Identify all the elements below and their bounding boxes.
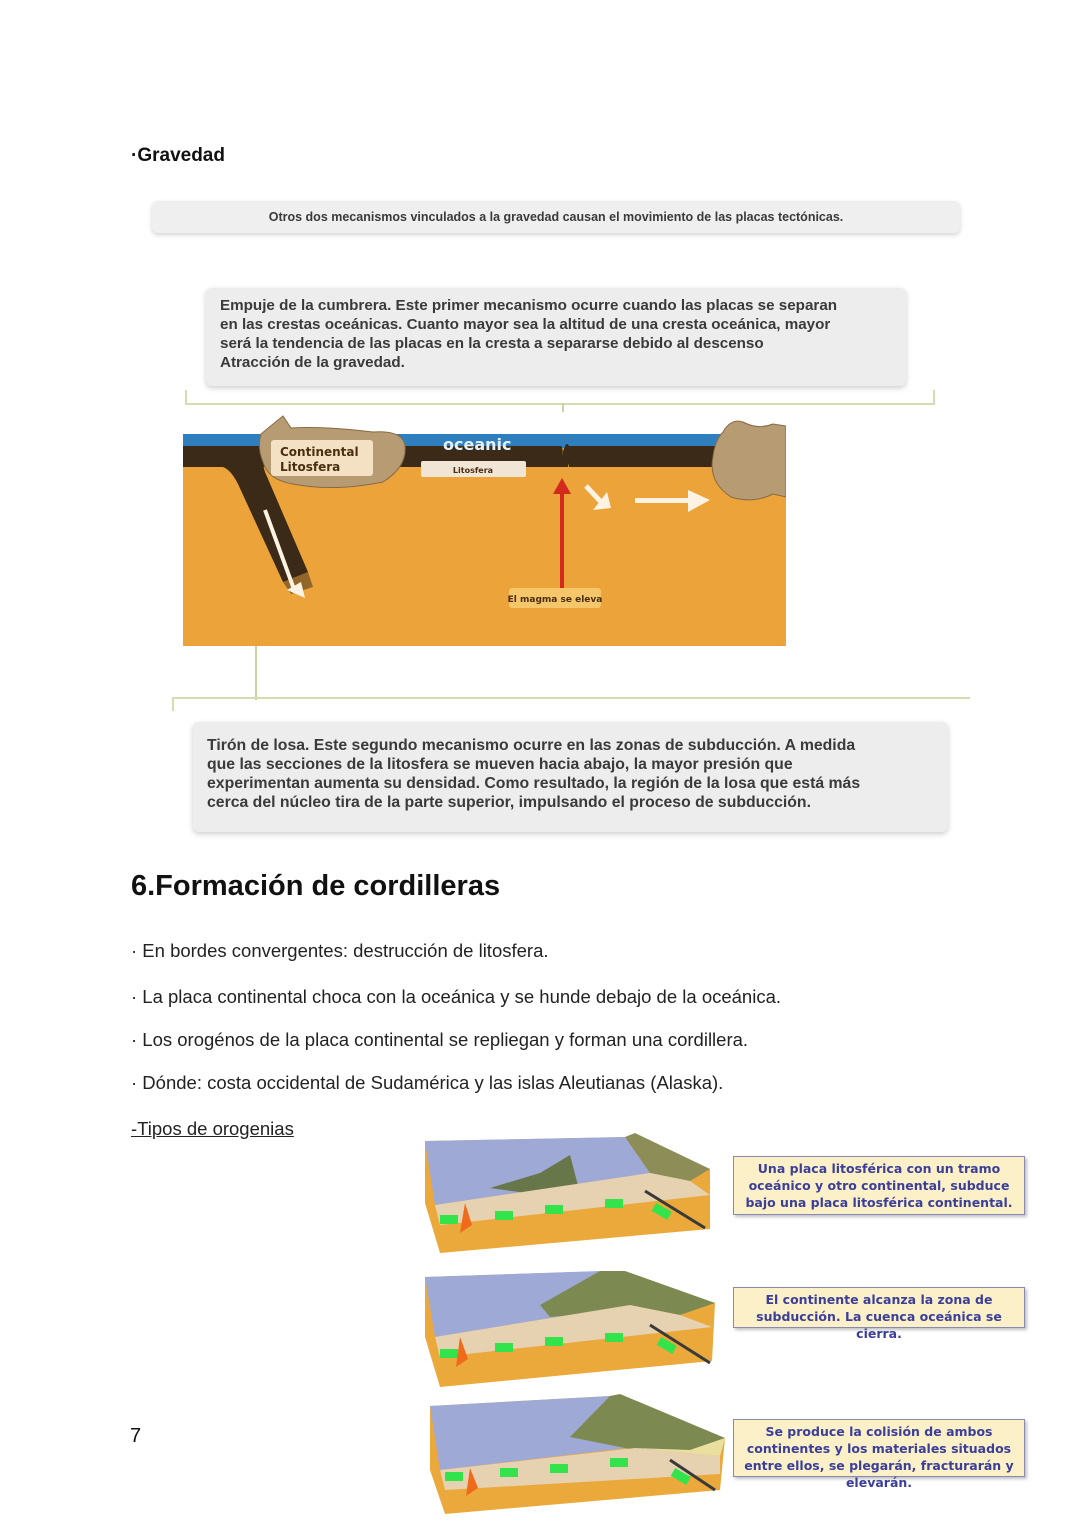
slab-pull-line: cerca del núcleo tira de la parte superior, impulsando el proceso de subducción.	[207, 794, 811, 811]
section-title: 6.Formación de cordilleras	[131, 870, 501, 902]
slab-pull-card	[193, 722, 948, 832]
slab-pull-line: experimentan aumenta su densidad. Como resultado, la región de la losa que está más	[207, 775, 861, 792]
bullet-item: · En bordes convergentes: destrucción de litosfera.	[131, 940, 549, 961]
connector-frame-top	[185, 390, 935, 405]
block-diagram-icon	[420, 1265, 725, 1390]
page-number: 7	[130, 1425, 142, 1447]
plate-mechanism-diagram	[183, 412, 786, 646]
plate-diagram-graphic	[183, 412, 786, 646]
svg-text:Continental: Continental	[280, 445, 359, 459]
orogeny-stage-3-illustration	[420, 1392, 730, 1517]
ridge-push-line: Atracción de la gravedad.	[220, 354, 405, 371]
connector-frame-bottom	[172, 697, 970, 711]
stage-1-caption: Una placa litosférica con un tramo oceánico y otro continental, subduce bajo una placa litosférica continental.	[733, 1156, 1025, 1215]
svg-text:Litosfera: Litosfera	[452, 466, 494, 475]
banner-text: Otros dos mecanismos vinculados a la gravedad causan el movimiento de las placas tectónicas.	[268, 210, 844, 224]
ridge-push-card	[206, 288, 906, 386]
slab-pull-line: Tirón de losa. Este segundo mecanismo ocurre en las zonas de subducción. A medida	[207, 737, 856, 754]
bullet-item: · Dónde: costa occidental de Sudamérica y las islas Aleutianas (Alaska).	[131, 1072, 724, 1093]
ridge-push-line: será la tendencia de las placas en la cresta a separarse debido al descenso	[220, 335, 764, 352]
stage-2-caption: El continente alcanza la zona de subducción. La cuenca oceánica se cierra.	[733, 1287, 1025, 1328]
bullet-item: · Los orogénos de la placa continental se repliegan y forman una cordillera.	[131, 1029, 749, 1050]
orogeny-stage-2-illustration	[420, 1265, 725, 1390]
bullet-item: · La placa continental choca con la oceánica y se hunde debajo de la oceánica.	[131, 986, 782, 1007]
subheading-gravedad: ·Gravedad	[131, 145, 225, 166]
subsection-tipos-orogenias: -Tipos de orogenias	[131, 1118, 294, 1139]
orogeny-stage-1-illustration	[420, 1133, 725, 1258]
stage-3-caption: Se produce la colisión de ambos continentes y los materiales situados entre ellos, se plegarán, fracturarán y elevarán.	[733, 1419, 1025, 1477]
ridge-push-line: en las crestas oceánicas. Cuanto mayor sea la altitud de una cresta oceánica, mayor	[220, 316, 831, 333]
block-diagram-icon	[420, 1392, 730, 1517]
block-diagram-icon	[420, 1133, 725, 1258]
gravity-intro-banner	[152, 201, 960, 233]
svg-text:El magma se eleva: El magma se eleva	[507, 595, 603, 605]
svg-text:Litosfera: Litosfera	[280, 460, 341, 474]
slab-pull-line: que las secciones de la litosfera se mueven hacia abajo, la mayor presión que	[207, 756, 793, 773]
svg-text:oceanic: oceanic	[443, 435, 512, 454]
ridge-push-line: Empuje de la cumbrera. Este primer mecanismo ocurre cuando las placas se separan	[220, 297, 838, 314]
